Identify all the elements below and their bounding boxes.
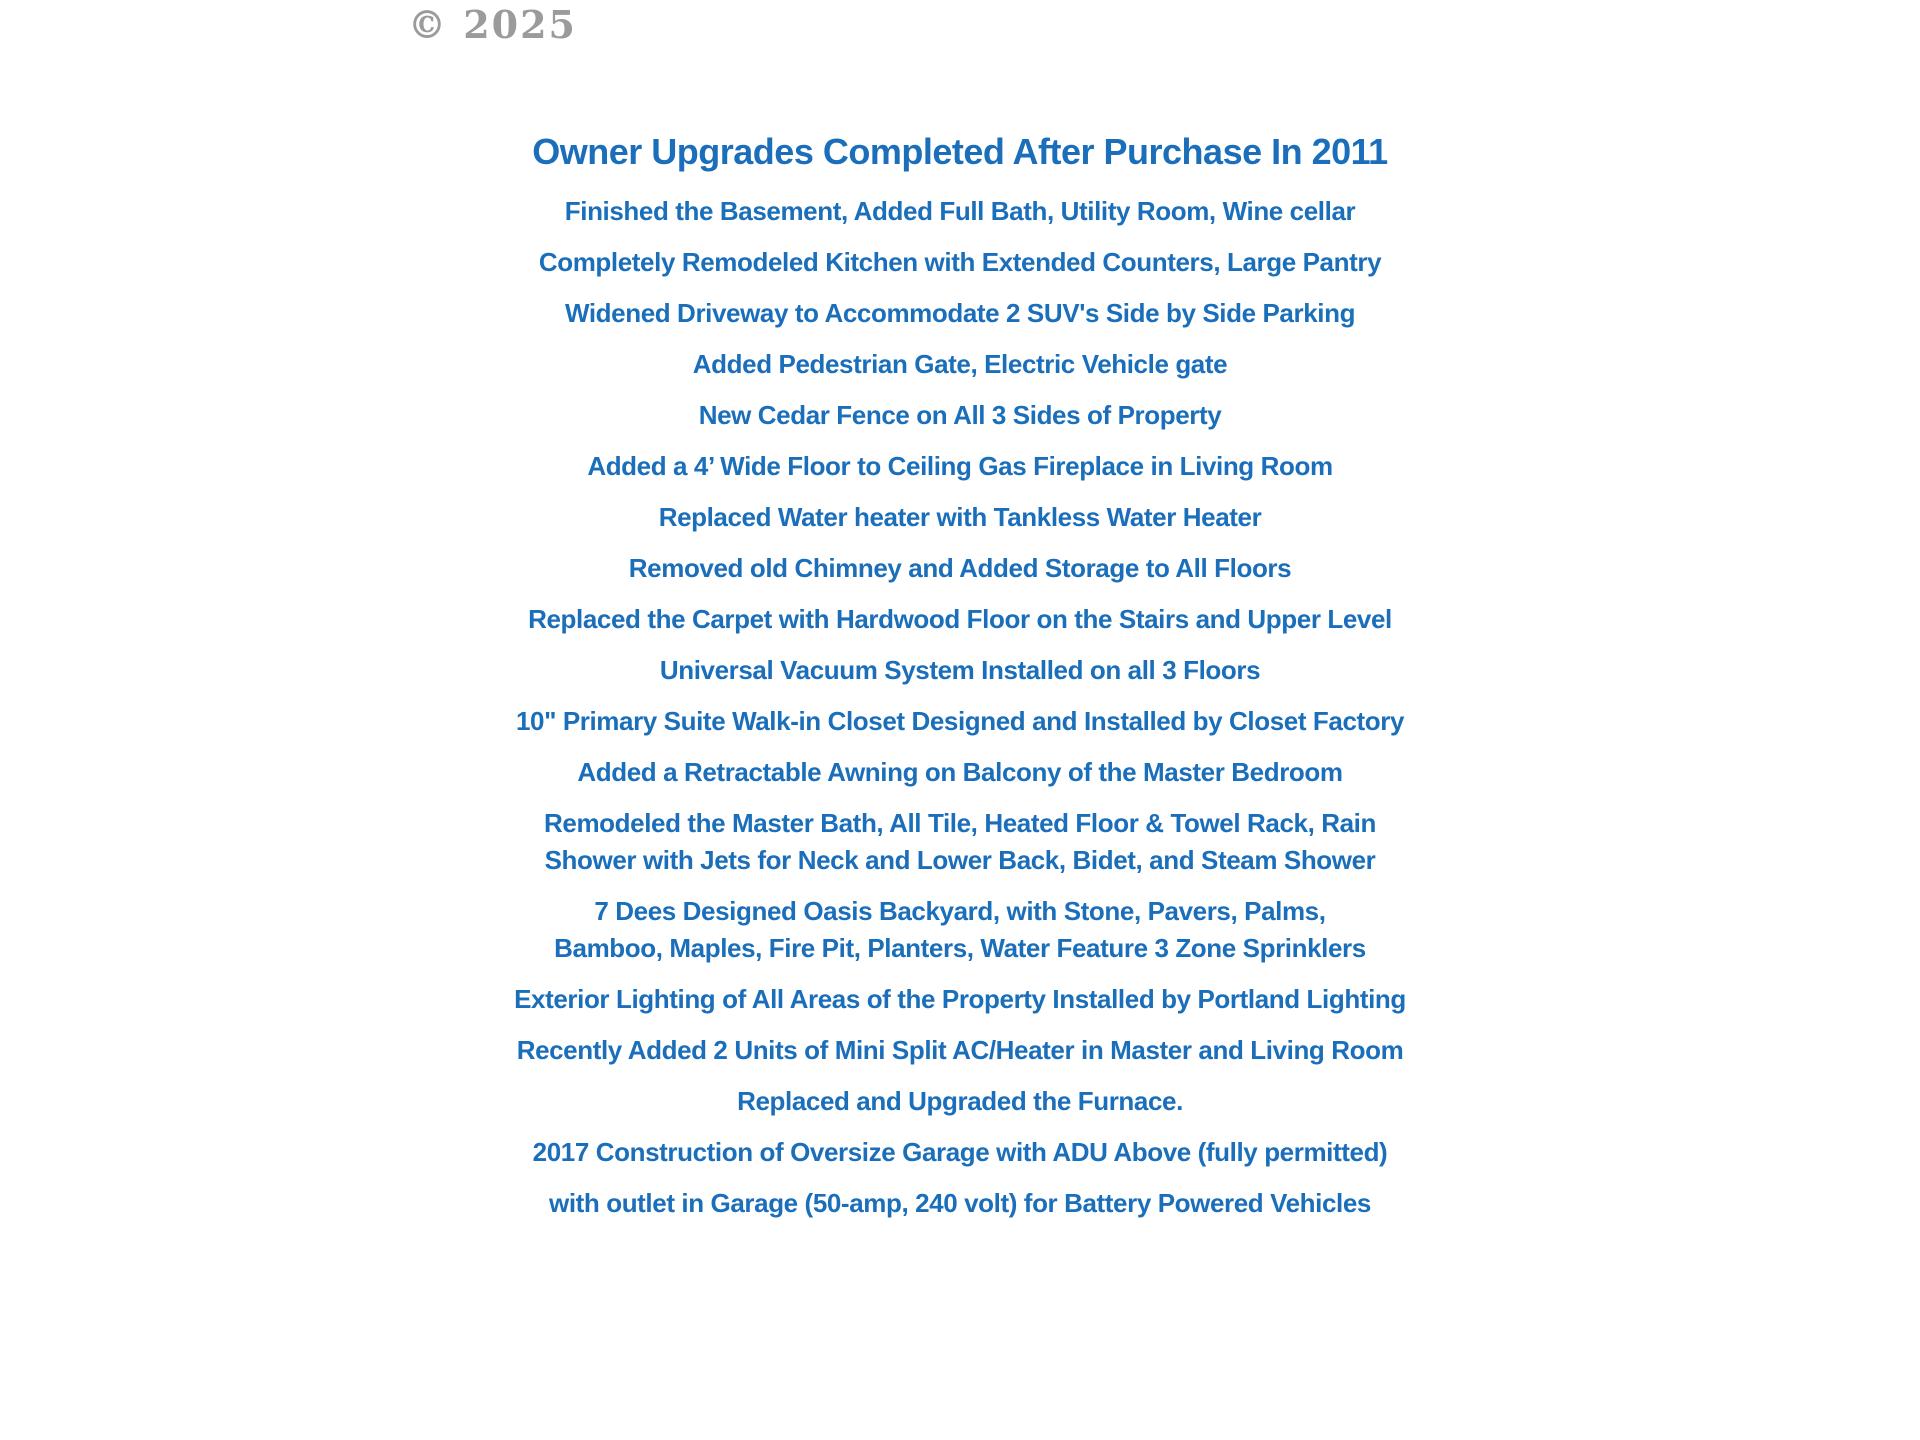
upgrade-item: Replaced Water heater with Tankless Water Heater: [658, 502, 1262, 532]
upgrade-item: Widened Driveway to Accommodate 2 SUV's Side by Side Parking: [564, 298, 1356, 328]
upgrade-item: Added a Retractable Awning on Balcony of the Master Bedroom: [577, 757, 1343, 787]
page-title: Owner Upgrades Completed After Purchase In 2011: [532, 131, 1388, 172]
upgrade-item: with outlet in Garage (50-amp, 240 volt) for Battery Powered Vehicles: [549, 1188, 1371, 1218]
upgrade-item: Remodeled the Master Bath, All Tile, Heated Floor & Towel Rack, Rain Shower with Jets for Neck and Lower Back, Bidet, and Steam Shower: [544, 808, 1376, 875]
upgrade-item: 10" Primary Suite Walk-in Closet Designed and Installed by Closet Factory: [515, 706, 1405, 736]
upgrade-item: 7 Dees Designed Oasis Backyard, with Stone, Pavers, Palms, Bamboo, Maples, Fire Pit, Planters, Water Feature 3 Zone Sprinklers: [554, 896, 1366, 963]
upgrade-item: Added Pedestrian Gate, Electric Vehicle gate: [692, 349, 1228, 379]
upgrade-item: Added a 4’ Wide Floor to Ceiling Gas Fireplace in Living Room: [587, 451, 1333, 481]
upgrade-item: Removed old Chimney and Added Storage to All Floors: [628, 553, 1292, 583]
upgrade-list: [0, 193, 1920, 1222]
upgrade-item: Exterior Lighting of All Areas of the Property Installed by Portland Lighting: [514, 984, 1406, 1014]
upgrade-item: Finished the Basement, Added Full Bath, Utility Room, Wine cellar: [564, 196, 1356, 226]
upgrade-item: New Cedar Fence on All 3 Sides of Property: [698, 400, 1222, 430]
upgrade-item: Universal Vacuum System Installed on all 3 Floors: [659, 655, 1261, 685]
upgrade-item: Replaced the Carpet with Hardwood Floor on the Stairs and Upper Level: [528, 604, 1392, 634]
upgrade-item: Recently Added 2 Units of Mini Split AC/Heater in Master and Living Room: [516, 1035, 1404, 1065]
copyright-watermark: © 2025: [408, 2, 577, 47]
upgrade-item: 2017 Construction of Oversize Garage with ADU Above (fully permitted): [532, 1137, 1388, 1167]
upgrade-item: Replaced and Upgraded the Furnace.: [737, 1086, 1183, 1116]
upgrade-item: Completely Remodeled Kitchen with Extended Counters, Large Pantry: [538, 247, 1382, 277]
upgrades-content: [0, 131, 1920, 1236]
